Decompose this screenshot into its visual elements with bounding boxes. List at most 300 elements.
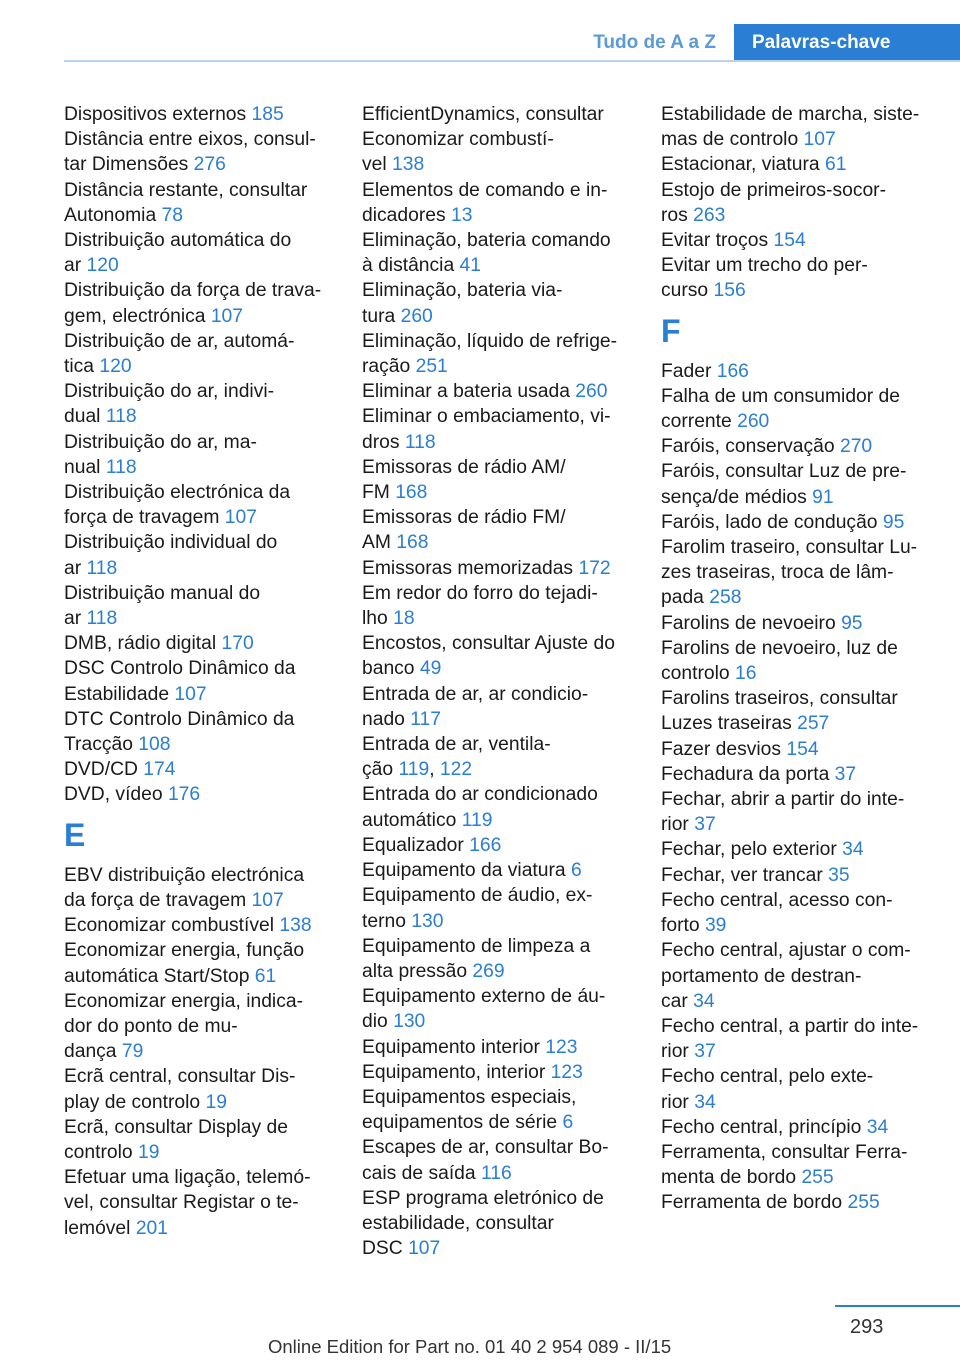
page-link[interactable]: 260 (400, 305, 433, 327)
index-entry (661, 938, 931, 1014)
page-link[interactable]: 185 (251, 104, 284, 125)
entry-text (661, 762, 931, 787)
entry-text (362, 455, 632, 480)
index-entry (661, 787, 931, 837)
index-entry (362, 581, 632, 631)
index-entry (661, 102, 931, 152)
entry-text (64, 379, 334, 404)
page-link[interactable]: 119 (461, 809, 493, 831)
entry-text (64, 606, 334, 631)
page-link[interactable]: 255 (847, 1192, 880, 1214)
entry-text (362, 606, 632, 631)
entry-label: Em redor do forro do tejadi‐ (362, 582, 598, 604)
entry-text (661, 737, 931, 762)
entry-text (64, 556, 334, 581)
page-link[interactable]: 118 (404, 431, 436, 453)
page-link[interactable]: 37 (834, 763, 857, 785)
header-divider (64, 60, 960, 62)
page-link[interactable]: 123 (550, 1061, 583, 1083)
entry-label: Escapes de ar, consultar Bo‐ (362, 1137, 609, 1159)
page-link[interactable]: 154 (773, 230, 806, 252)
entry-text (362, 682, 632, 707)
entry-text (362, 1009, 632, 1034)
entry-label: Equipamento, interior (362, 1061, 546, 1083)
entry-text (64, 732, 334, 757)
index-entry (661, 434, 931, 459)
tab-current[interactable]: Palavras-chave (734, 24, 960, 62)
entry-text (64, 989, 334, 1014)
page-link[interactable]: 6 (571, 860, 582, 882)
index-entry (362, 1035, 632, 1060)
page-link[interactable]: 118 (105, 406, 137, 428)
page-link[interactable]: 61 (254, 965, 277, 987)
page-link[interactable]: 119 (398, 759, 430, 781)
entry-text (362, 959, 632, 984)
entry-text (661, 1039, 931, 1064)
page-link[interactable]: 174 (143, 759, 176, 781)
index-entry (64, 757, 334, 782)
entry-label: Fazer desvios (661, 738, 782, 760)
entry-label: Distribuição do ar, ma‐ (64, 431, 257, 453)
page-link[interactable]: 269 (472, 960, 505, 982)
index-entry (661, 459, 931, 509)
page-link[interactable]: 255 (801, 1167, 834, 1189)
page-link[interactable]: 19 (205, 1091, 227, 1113)
page-link[interactable]: 120 (99, 356, 132, 378)
entry-text (661, 510, 931, 535)
index-entry (64, 480, 334, 530)
entry-label: Emissoras de rádio AM/ (362, 456, 566, 478)
index-entry (64, 1064, 334, 1114)
page-link[interactable]: 130 (393, 1011, 426, 1033)
entry-text (362, 858, 632, 883)
entry-label: Equipamento externo de áu‐ (362, 986, 606, 1008)
entry-text (362, 228, 632, 253)
entry-text (64, 304, 334, 329)
entry-label: cais de saída (362, 1162, 476, 1184)
page-link[interactable]: 118 (86, 557, 118, 579)
entry-text (64, 278, 334, 303)
index-entry (64, 863, 334, 913)
entry-text (362, 480, 632, 505)
index-entry (362, 1186, 632, 1262)
entry-text (362, 556, 632, 581)
entry-label: Faróis, conservação (661, 436, 835, 458)
index-entry (661, 686, 931, 736)
page-link[interactable]: 91 (812, 486, 834, 508)
entry-label: Evitar um trecho do per‐ (661, 255, 868, 277)
entry-text (362, 127, 632, 152)
entry-text (661, 812, 931, 837)
entry-label: terno (362, 910, 406, 932)
page-link[interactable]: 276 (193, 154, 226, 176)
entry-text (661, 989, 931, 1014)
entry-text (64, 203, 334, 228)
entry-label: Ecrã central, consultar Dis‐ (64, 1066, 296, 1088)
entry-text (64, 581, 334, 606)
entry-label: tura (362, 305, 396, 327)
entry-label: corrente (661, 411, 732, 433)
index-entry (64, 707, 334, 757)
entry-label: Emissoras de rádio FM/ (362, 507, 566, 529)
entry-text (362, 934, 632, 959)
entry-label: rior (661, 814, 689, 836)
page-link[interactable]: 154 (786, 738, 819, 760)
entry-label: Distribuição manual do (64, 582, 261, 604)
entry-label: Equipamento de áudio, ex‐ (362, 885, 593, 907)
entry-text (661, 938, 931, 963)
entry-label: Estojo de primeiros-socor‐ (661, 179, 887, 201)
entry-label: Economizar combustível (64, 915, 275, 937)
page-link[interactable]: 34 (866, 1116, 889, 1138)
entry-label: Fecho central, a partir do inte‐ (661, 1015, 919, 1037)
entry-text (362, 1110, 632, 1135)
entry-label: Farolim traseiro, consultar Lu‐ (661, 537, 918, 559)
entry-text (64, 1039, 334, 1064)
page-link[interactable]: 34 (842, 839, 864, 861)
entry-label: Equalizador (362, 834, 464, 856)
page-link[interactable]: 156 (713, 280, 746, 302)
page-link[interactable]: 41 (459, 255, 481, 277)
entry-text (661, 203, 931, 228)
index-entry (64, 379, 334, 429)
entry-label: portamento de destran‐ (661, 965, 862, 987)
page-link[interactable]: 95 (841, 612, 863, 634)
entry-text (362, 102, 632, 127)
index-entry (661, 1140, 931, 1190)
page-link[interactable]: 260 (575, 381, 608, 403)
entry-label: Distribuição do ar, indivi‐ (64, 381, 275, 403)
page-link[interactable]: 34 (694, 1091, 716, 1113)
index-entry (64, 581, 334, 631)
entry-label: Eliminação, líquido de refrige‐ (362, 330, 618, 352)
page-link[interactable]: 107 (408, 1238, 441, 1260)
page-link[interactable]: 18 (393, 608, 415, 630)
entry-label: nado (362, 708, 405, 730)
entry-text (661, 485, 931, 510)
entry-label: controlo (661, 663, 730, 685)
entry-label: DSC (362, 1238, 403, 1260)
entry-text (64, 682, 334, 707)
index-entry (661, 384, 931, 434)
page-link[interactable]: 122 (439, 759, 473, 781)
entry-text (362, 404, 632, 429)
index-entry (661, 837, 931, 862)
entry-label: Equipamentos especiais, (362, 1086, 577, 1108)
page-link[interactable]: 263 (693, 204, 726, 226)
entry-text (64, 1190, 334, 1215)
entry-text (661, 1165, 931, 1190)
page-link[interactable]: 95 (882, 511, 905, 533)
entry-text (661, 434, 931, 459)
index-entry (661, 636, 931, 686)
index-entry (362, 682, 632, 732)
entry-text (64, 1115, 334, 1140)
entry-text: ção 119, 122 (362, 759, 473, 781)
page-link[interactable]: 176 (167, 784, 201, 806)
page-link[interactable]: 117 (410, 708, 442, 730)
entry-text (64, 480, 334, 505)
page-link[interactable]: 107 (803, 129, 836, 151)
entry-text (661, 913, 931, 938)
entry-text (64, 178, 334, 203)
page-link[interactable]: 270 (839, 436, 873, 458)
entry-label: DVD, vídeo (64, 784, 163, 806)
entry-text (64, 404, 334, 429)
entry-label: Ferramenta, consultar Ferra‐ (661, 1141, 908, 1163)
index-entry (661, 253, 931, 303)
page-link[interactable]: 168 (396, 532, 429, 554)
page-link[interactable]: 19 (137, 1141, 160, 1163)
entry-label: Fechadura da porta (661, 763, 830, 785)
page-link[interactable]: 61 (824, 154, 847, 176)
entry-label: Fechar, ver trancar (661, 864, 823, 886)
index-entry (362, 102, 632, 178)
entry-text (362, 581, 632, 606)
entry-label: Ferramenta de bordo (661, 1192, 843, 1214)
entry-text (362, 278, 632, 303)
entry-text (64, 863, 334, 888)
entry-text (64, 329, 334, 354)
entry-label: Falha de um consumidor de (661, 385, 901, 407)
index-entry (661, 152, 931, 177)
page-link[interactable]: 120 (86, 255, 119, 277)
index-entry (362, 732, 632, 782)
entry-label: car (661, 990, 688, 1012)
entry-text (64, 1090, 334, 1115)
entry-text (661, 636, 931, 661)
entry-label: Farolins traseiros, consultar (661, 688, 898, 710)
page-link[interactable]: 79 (121, 1041, 144, 1063)
entry-text (362, 1035, 632, 1060)
entry-text (362, 1085, 632, 1110)
page-link[interactable]: 116 (480, 1162, 512, 1184)
page-link[interactable]: 258 (709, 587, 742, 609)
entry-text (362, 808, 632, 833)
entry-label: Distribuição individual do (64, 532, 278, 554)
entry-text (362, 1135, 632, 1160)
entry-text (661, 585, 931, 610)
entry-label: DSC Controlo Dinâmico da (64, 658, 296, 680)
entry-text (362, 178, 632, 203)
entry-label: dio (362, 1011, 388, 1033)
entry-text (64, 530, 334, 555)
page-link[interactable]: 37 (694, 1041, 716, 1063)
entry-text (661, 459, 931, 484)
entry-text (661, 888, 931, 913)
page-link[interactable]: 49 (419, 658, 442, 680)
entry-text (661, 127, 931, 152)
entry-label: Fecho central, pelo exte‐ (661, 1066, 874, 1088)
index-column-3 (661, 102, 931, 1216)
entry-label: gem, electrónica (64, 305, 206, 327)
entry-label: da força de travagem (64, 889, 247, 911)
entry-text (362, 505, 632, 530)
entry-text (362, 631, 632, 656)
page-link[interactable]: 138 (279, 915, 312, 937)
section-letter: F (661, 312, 681, 349)
index-entry (661, 178, 931, 228)
entry-text (661, 278, 931, 303)
page-link[interactable]: 107 (210, 305, 243, 327)
entry-label: alta pressão (362, 960, 468, 982)
entry-text (64, 964, 334, 989)
entry-text (64, 757, 334, 782)
page-link[interactable]: 39 (704, 915, 727, 937)
entry-text (64, 888, 334, 913)
section-letter: E (64, 816, 86, 853)
entry-label: FM (362, 482, 390, 504)
page-link[interactable]: 34 (693, 990, 715, 1012)
index-entry (362, 1085, 632, 1135)
entry-label: rior (661, 1041, 689, 1063)
index-column-1 (64, 102, 334, 1241)
page-link[interactable]: 107 (174, 683, 207, 705)
entry-label: Economizar combustí‐ (362, 129, 554, 151)
index-entry (362, 178, 632, 228)
entry-label: Fecho central, princípio (661, 1116, 862, 1138)
entry-text (362, 203, 632, 228)
index-entry (64, 1165, 334, 1241)
entry-label: Entrada de ar, ar condicio‐ (362, 683, 589, 705)
page-link[interactable]: 123 (545, 1036, 578, 1058)
page-link[interactable]: 130 (411, 910, 444, 932)
footer-divider (835, 1305, 960, 1307)
entry-text (362, 707, 632, 732)
page-link[interactable]: 37 (694, 814, 716, 836)
entry-text (64, 656, 334, 681)
page-link[interactable]: 13 (450, 204, 473, 226)
index-entry (362, 631, 632, 681)
index-entry (362, 883, 632, 933)
entry-label: Equipamento da viatura (362, 860, 566, 882)
index-entry (661, 1115, 931, 1140)
entry-label: dros (362, 431, 400, 453)
entry-label: menta de bordo (661, 1167, 797, 1189)
entry-label: banco (362, 658, 415, 680)
entry-label: lemóvel (64, 1217, 131, 1239)
index-entry (362, 228, 632, 278)
entry-text (362, 1186, 632, 1211)
entry-text (661, 1014, 931, 1039)
entry-label: dor do ponto de mu‐ (64, 1015, 238, 1037)
entry-text (661, 661, 931, 686)
entry-text (64, 102, 334, 127)
page-link[interactable]: 260 (737, 411, 770, 433)
page-link[interactable]: 166 (469, 834, 502, 856)
entry-text (64, 913, 334, 938)
page-link[interactable]: 107 (224, 507, 257, 529)
entry-text (362, 1236, 632, 1261)
entry-label: Eliminar o embaciamento, vi‐ (362, 406, 611, 428)
entry-text (661, 384, 931, 409)
entry-text (661, 1190, 931, 1215)
index-entry (661, 228, 931, 253)
page-link[interactable]: 172 (578, 557, 611, 579)
entry-label: EfficientDynamics, consultar (362, 104, 604, 125)
entry-text (362, 909, 632, 934)
index-entry (661, 611, 931, 636)
page-link[interactable]: 35 (828, 864, 850, 886)
page-link[interactable]: 78 (161, 204, 183, 226)
page-link[interactable]: 138 (392, 154, 425, 176)
entry-label: Distância entre eixos, consul‐ (64, 129, 316, 151)
entry-label: Eliminação, bateria via‐ (362, 280, 563, 302)
index-entry (661, 762, 931, 787)
entry-label: ção (362, 759, 394, 781)
entry-text (362, 329, 632, 354)
tab-section[interactable]: Tudo de A a Z (593, 32, 716, 53)
entry-label: rior (661, 1091, 689, 1113)
page-link[interactable]: 108 (138, 734, 171, 756)
page-link[interactable]: 170 (221, 633, 254, 655)
entry-label: vel (362, 154, 387, 176)
index-entry (362, 379, 632, 404)
entry-text (362, 1161, 632, 1186)
page-link[interactable]: 16 (734, 663, 757, 685)
page-link[interactable]: 168 (395, 482, 428, 504)
page-link[interactable]: 201 (135, 1217, 168, 1239)
index-entry (661, 863, 931, 888)
entry-label: Faróis, consultar Luz de pre‐ (661, 461, 907, 483)
index-entry (362, 404, 632, 454)
entry-label: tar Dimensões (64, 154, 189, 176)
entry-label: Fechar, pelo exterior (661, 839, 837, 861)
index-entry (64, 178, 334, 228)
entry-label: Faróis, lado de condução (661, 511, 878, 533)
page-link[interactable]: 107 (251, 889, 284, 911)
entry-label: à distância (362, 255, 455, 277)
entry-text (362, 430, 632, 455)
page-link[interactable]: 166 (716, 360, 749, 382)
entry-text (362, 732, 632, 757)
entry-text (661, 1064, 931, 1089)
entry-label: DMB, rádio digital (64, 633, 217, 655)
entry-text (661, 1140, 931, 1165)
index-entry (64, 1115, 334, 1165)
page-number: 293 (850, 1316, 884, 1338)
entry-label: automático (362, 809, 457, 831)
entry-text (661, 535, 931, 560)
index-entry (64, 127, 334, 177)
index-entry (64, 329, 334, 379)
entry-label: Equipamento de limpeza a (362, 935, 591, 957)
entry-label: EBV distribuição electrónica (64, 864, 305, 886)
entry-text (362, 253, 632, 278)
entry-text (64, 127, 334, 152)
index-entry (362, 505, 632, 555)
index-entry (661, 737, 931, 762)
page-link[interactable]: 118 (86, 608, 118, 630)
entry-label: Dispositivos externos (64, 104, 247, 125)
entry-text (661, 102, 931, 127)
index-entry (64, 656, 334, 706)
page-link[interactable]: 118 (105, 456, 137, 478)
index-entry (362, 833, 632, 858)
entry-label: Economizar energia, indica‐ (64, 990, 303, 1012)
entry-label: play de controlo (64, 1091, 201, 1113)
entry-label: Economizar energia, função (64, 940, 305, 962)
entry-label: nual (64, 456, 101, 478)
page-link[interactable]: 251 (415, 356, 448, 378)
entry-label: força de travagem (64, 507, 220, 529)
entry-text (362, 656, 632, 681)
page-link[interactable]: 6 (562, 1112, 574, 1134)
index-entry (661, 1064, 931, 1114)
page-link[interactable]: 257 (797, 713, 830, 735)
entry-text (64, 430, 334, 455)
index-entry (362, 556, 632, 581)
